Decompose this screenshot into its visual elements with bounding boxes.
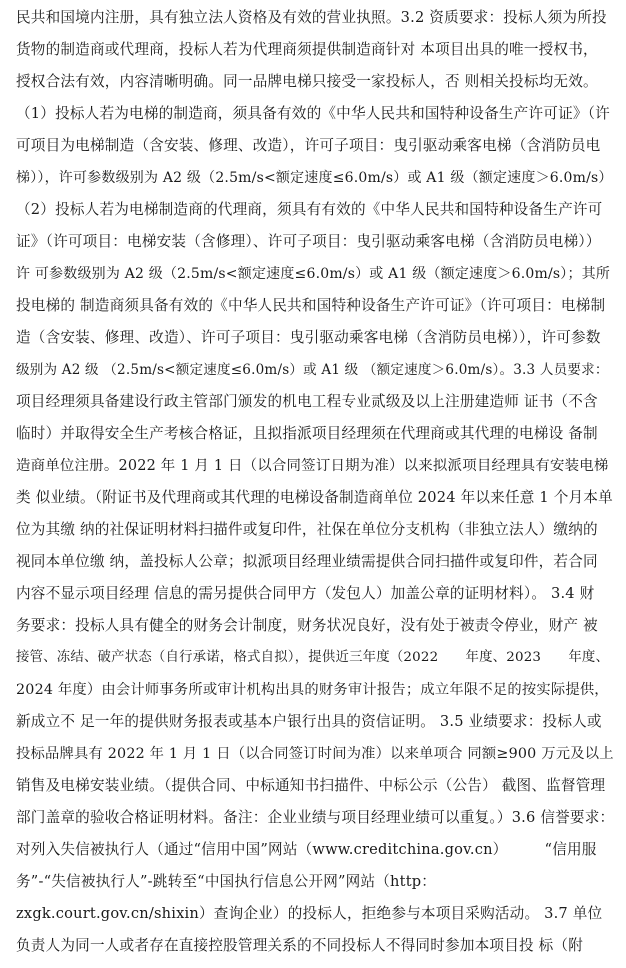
text-line: zxgk.court.gov.cn/shixin）查询企业）的投标人，拒绝参与本项目采购活动。 3.7 单位: [16, 905, 603, 922]
text-line: 可项目为电梯制造（含安装、修理、改造），许可子项目：曳引驱动乘客电梯（含消防员电: [16, 137, 601, 154]
text-line: 部门盖章的验收合格证明材料。备注：企业业绩与项目经理业绩可以重复。）3.6 信誉要求：: [16, 809, 614, 826]
text-line: 销售及电梯安装业绩。（提供合同、中标通知书扫描件、中标公示（公告） 截图、监督管理: [16, 777, 606, 794]
text-line: 民共和国境内注册，具有独立法人资格及有效的营业执照。3.2 资质要求：投标人须为所投: [16, 9, 607, 26]
text-line: 内容不显示项目经理 信息的需另提供合同甲方（发包人）加盖公章的证明材料）。 3.4 财: [16, 585, 595, 602]
text-line: 视同本单位缴 纳，盖投标人公章；拟派项目经理业绩需提供合同扫描件或复印件，若合同: [16, 553, 598, 570]
text-line: 对列入失信被执行人（通过“信用中国”网站（www.creditchina.gov.cn） “信用服: [16, 841, 597, 858]
text-line: 投电梯的 制造商须具备有效的《中华人民共和国特种设备生产许可证》（许可项目：电梯制: [16, 297, 606, 314]
text-line: 造商单位注册。2022 年 1 月 1 日（以合同签订日期为准）以来拟派项目经理具有安装电梯: [16, 458, 609, 474]
text-line: 负责人为同一人或者存在直接控股管理关系的不同投标人不得同时参加本项目投 标（附: [16, 937, 584, 954]
text-line: 投标品牌具有 2022 年 1 月 1 日（以合同签订时间为准）以来单项合 同额≥900 万元及以上: [16, 746, 614, 762]
text-line: 2024 年度）由会计师事务所或审计机构出具的财务审计报告；成立年限不足的按实际提供，: [16, 682, 609, 698]
text-line: 货物的制造商或代理商，投标人若为代理商须提供制造商针对 本项目出具的唯一授权书，: [16, 41, 598, 58]
text-line: 授权合法有效，内容清晰明确。同一品牌电梯只接受一家投标人，否 则相关投标均无效。: [16, 73, 598, 90]
text-line: 接管、冻结、破产状态（自行承诺，格式自拟），提供近三年度（2022 年度、2023 年度、: [16, 650, 610, 665]
text-line: 证》（许可项目：电梯安装（含修理）、许可子项目：曳引驱动乘客电梯（含消防员电梯））: [16, 233, 601, 250]
text-line: 类 似业绩。（附证书及代理商或其代理的电梯设备制造商单位 2024 年以来任意 1 个月本单: [16, 489, 613, 506]
text-line: 造（含安装、修理、改造）、许可子项目：曳引驱动乘客电梯（含消防员电梯）），许可参数: [16, 329, 601, 346]
text-line: 项目经理须具备建设行政主管部门颁发的机电工程专业贰级及以上注册建造师 证书（不含: [16, 393, 598, 410]
text-line: 许 可参数级别为 A2 级（2.5m/s<额定速度≤6.0m/s）或 A1 级（额定速度＞6.0m/s）；其所: [16, 266, 611, 282]
text-line: 务”-“失信被执行人”-跳转至“中国执行信息公开网”网站（http：: [16, 873, 437, 890]
text-line: （1）投标人若为电梯的制造商，须具备有效的《中华人民共和国特种设备生产许可证》（许: [16, 105, 610, 122]
text-line: 务要求：投标人具有健全的财务会计制度，财务状况良好，没有处于被责令停业，财产 被: [16, 617, 598, 634]
text-line: 级别为 A2 级 （2.5m/s<额定速度≤6.0m/s）或 A1 级 （额定速度＞6.0m/s）。3.3 人员要求：: [16, 362, 609, 378]
text-line: （2）投标人若为电梯制造商的代理商，须具有有效的《中华人民共和国特种设备生产许可: [16, 201, 603, 218]
text-line: 临时）并取得安全生产考核合格证，且拟指派项目经理须在代理商或其代理的电梯设 备制: [16, 425, 598, 442]
text-line: 位为其缴 纳的社保证明材料扫描件或复印件，社保在单位分支机构（非独立法人）缴纳的: [16, 521, 598, 538]
text-line: 新成立不 足一年的提供财务报表或基本户银行出具的资信证明。 3.5 业绩要求：投标人或: [16, 713, 602, 730]
text-line: 梯）），许可参数级别为 A2 级（2.5m/s<额定速度≤6.0m/s）或 A1 级（额定速度＞6.0m/s）: [16, 170, 613, 186]
